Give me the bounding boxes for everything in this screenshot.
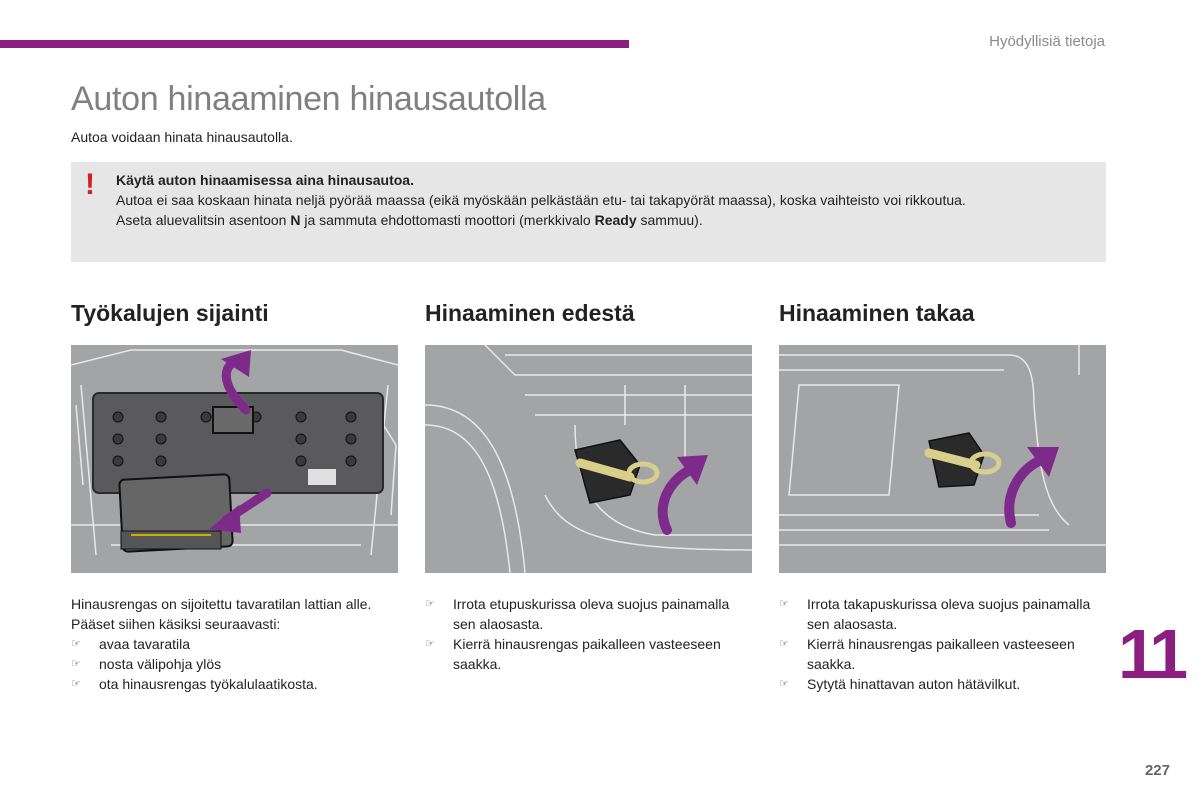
pointing-hand-icon: ☞: [779, 598, 789, 610]
column-title-tools: Työkalujen sijainti: [71, 300, 269, 326]
list-item: ☞ Irrota etupuskurissa oleva suojus painamalla sen alaosasta.: [425, 596, 730, 632]
column-text-front: [425, 594, 755, 674]
warning-heading: Käytä auton hinaamisessa aina hinausautoa.: [116, 172, 414, 188]
tools-intro-1: Hinausrengas on sijoitettu tavaratilan lattian alle.: [71, 596, 372, 612]
page-title: Auton hinaaminen hinausautolla: [71, 80, 546, 118]
column-title-front: Hinaaminen edestä: [425, 300, 635, 326]
column-text-rear: [779, 594, 1109, 694]
list-item: ☞ Irrota takapuskurissa oleva suojus painamalla sen alaosasta.: [779, 596, 1091, 632]
warning-line-2: Autoa ei saa koskaan hinata neljä pyörää maassa (eikä myöskään pelkästään etu- tai takapyörät maassa), koska vaihteisto voi rikkoutua.: [116, 192, 966, 208]
pointing-hand-icon: ☞: [779, 638, 789, 650]
warning-box: [71, 162, 1106, 262]
pointing-hand-icon: ☞: [425, 598, 435, 610]
list-item: ☞ Kierrä hinausrengas paikalleen vasteeseen saakka.: [425, 636, 721, 672]
list-item: ☞ Kierrä hinausrengas paikalleen vasteeseen saakka.: [779, 636, 1075, 672]
list-item: ☞ ota hinausrengas työkalulaatikosta.: [71, 676, 318, 692]
pointing-hand-icon: ☞: [71, 678, 81, 690]
warning-line-3: Aseta aluevalitsin asentoon N ja sammuta ehdottomasti moottori (merkkivalo Ready sammuu).: [116, 212, 703, 228]
intro-text: Autoa voidaan hinata hinausautolla.: [71, 129, 293, 145]
tools-intro-2: Pääset siihen käsiksi seuraavasti:: [71, 616, 281, 632]
list-item: ☞ avaa tavaratila: [71, 636, 191, 652]
section-name: Hyödyllisiä tietoja: [989, 33, 1105, 50]
list-item: ☞ Sytytä hinattavan auton hätävilkut.: [779, 676, 1021, 692]
column-title-rear: Hinaaminen takaa: [779, 300, 975, 326]
pointing-hand-icon: ☞: [71, 658, 81, 670]
pointing-hand-icon: ☞: [71, 638, 81, 650]
warning-icon: !: [85, 168, 95, 201]
chapter-number: 11: [1118, 615, 1184, 693]
warning-text: [116, 170, 1086, 230]
header-accent-bar: [0, 40, 629, 48]
pointing-hand-icon: ☞: [425, 638, 435, 650]
list-item: ☞ nosta välipohja ylös: [71, 656, 222, 672]
column-text-tools: [71, 594, 381, 694]
rear-bumper-tow-hook-illustration: [779, 345, 1106, 573]
trunk-floor-illustration: [71, 345, 398, 573]
front-bumper-tow-hook-illustration: [425, 345, 752, 573]
page-number: 227: [1144, 762, 1170, 779]
pointing-hand-icon: ☞: [779, 678, 789, 690]
